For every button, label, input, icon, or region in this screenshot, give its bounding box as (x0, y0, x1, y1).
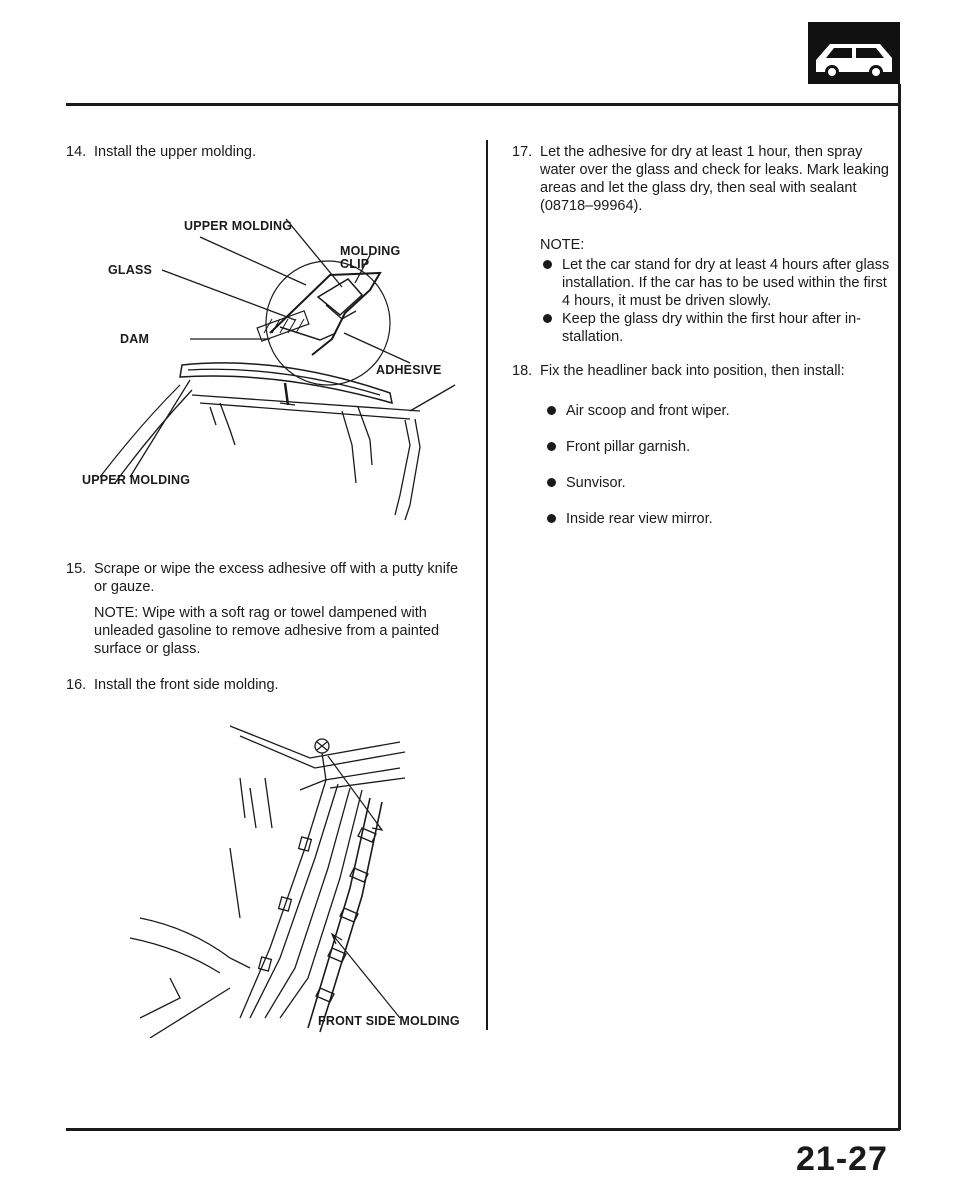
car-body-icon (808, 22, 900, 84)
step-16 (66, 676, 466, 694)
install-item-text: Inside rear view mirror. (566, 511, 713, 527)
step-number: 15. (66, 561, 87, 577)
note-title: NOTE: (540, 237, 585, 253)
column-divider (486, 140, 488, 1030)
step-18 (512, 362, 896, 380)
label-upper-molding-bottom: UPPER MOLDING (82, 473, 191, 487)
step-number: 17. (512, 144, 533, 160)
bullet-icon (547, 442, 556, 451)
install-item (544, 474, 884, 492)
step-text: Scrape or wipe the excess adhesive off with a putty knife or gauze. (94, 561, 459, 595)
step-text: Install the front side molding. (94, 677, 279, 693)
page-number: 21-27 (796, 1140, 888, 1178)
label-upper-molding-top: UPPER MOLDING (184, 219, 293, 233)
install-item-text: Front pillar garnish. (566, 439, 691, 455)
install-item-text: Sunvisor. (566, 475, 626, 491)
step-number: 18. (512, 363, 533, 379)
footer-rule (66, 1128, 900, 1131)
upper-molding-figure (80, 215, 480, 525)
note-item (540, 310, 896, 346)
label-glass: GLASS (108, 263, 153, 277)
step-number: 16. (66, 677, 87, 693)
step-text: Let the adhesive for dry at least 1 hour, then spray water over the glass and check for leaks. Mark leaking areas and let the glass dry, then seal with sealant (08718–99964). (540, 144, 889, 214)
note-item-text: Let the car stand for dry at least 4 hours after glass installation. If the car has to be used within the first 4 hours, it must be driven slowly. (562, 257, 890, 309)
bullet-icon (543, 260, 552, 269)
install-item-text: Air scoop and front wiper. (566, 403, 730, 419)
step-text: Fix the headliner back into position, then install: (540, 363, 845, 379)
step-14 (66, 143, 466, 161)
label-front-side-molding: FRONT SIDE MOLDING (318, 1014, 460, 1028)
label-adhesive: ADHESIVE (376, 363, 442, 377)
note-item (540, 256, 896, 310)
label-molding-clip: MOLDING CLIP (340, 244, 401, 271)
install-list (544, 402, 884, 528)
bullet-icon (547, 406, 556, 415)
step-number: 14. (66, 144, 87, 160)
label-dam: DAM (120, 332, 150, 346)
note-item-text: Keep the glass dry within the first hour after in-stallation. (562, 311, 862, 345)
bullet-icon (547, 514, 556, 523)
note-list (540, 256, 896, 346)
header-rule (66, 103, 900, 106)
bullet-icon (543, 314, 552, 323)
install-item (544, 438, 884, 456)
right-frame-rule (898, 84, 901, 1130)
front-side-molding-figure (100, 718, 470, 1038)
install-item (544, 402, 884, 420)
bullet-icon (547, 478, 556, 487)
note-15: NOTE: Wipe with a soft rag or towel dampened with unleaded gasoline to remove adhesive from a painted surface or glass. (94, 605, 440, 657)
install-item (544, 510, 884, 528)
step-15 (66, 560, 466, 596)
step-text: Install the upper molding. (94, 144, 257, 160)
step-17 (512, 143, 896, 215)
